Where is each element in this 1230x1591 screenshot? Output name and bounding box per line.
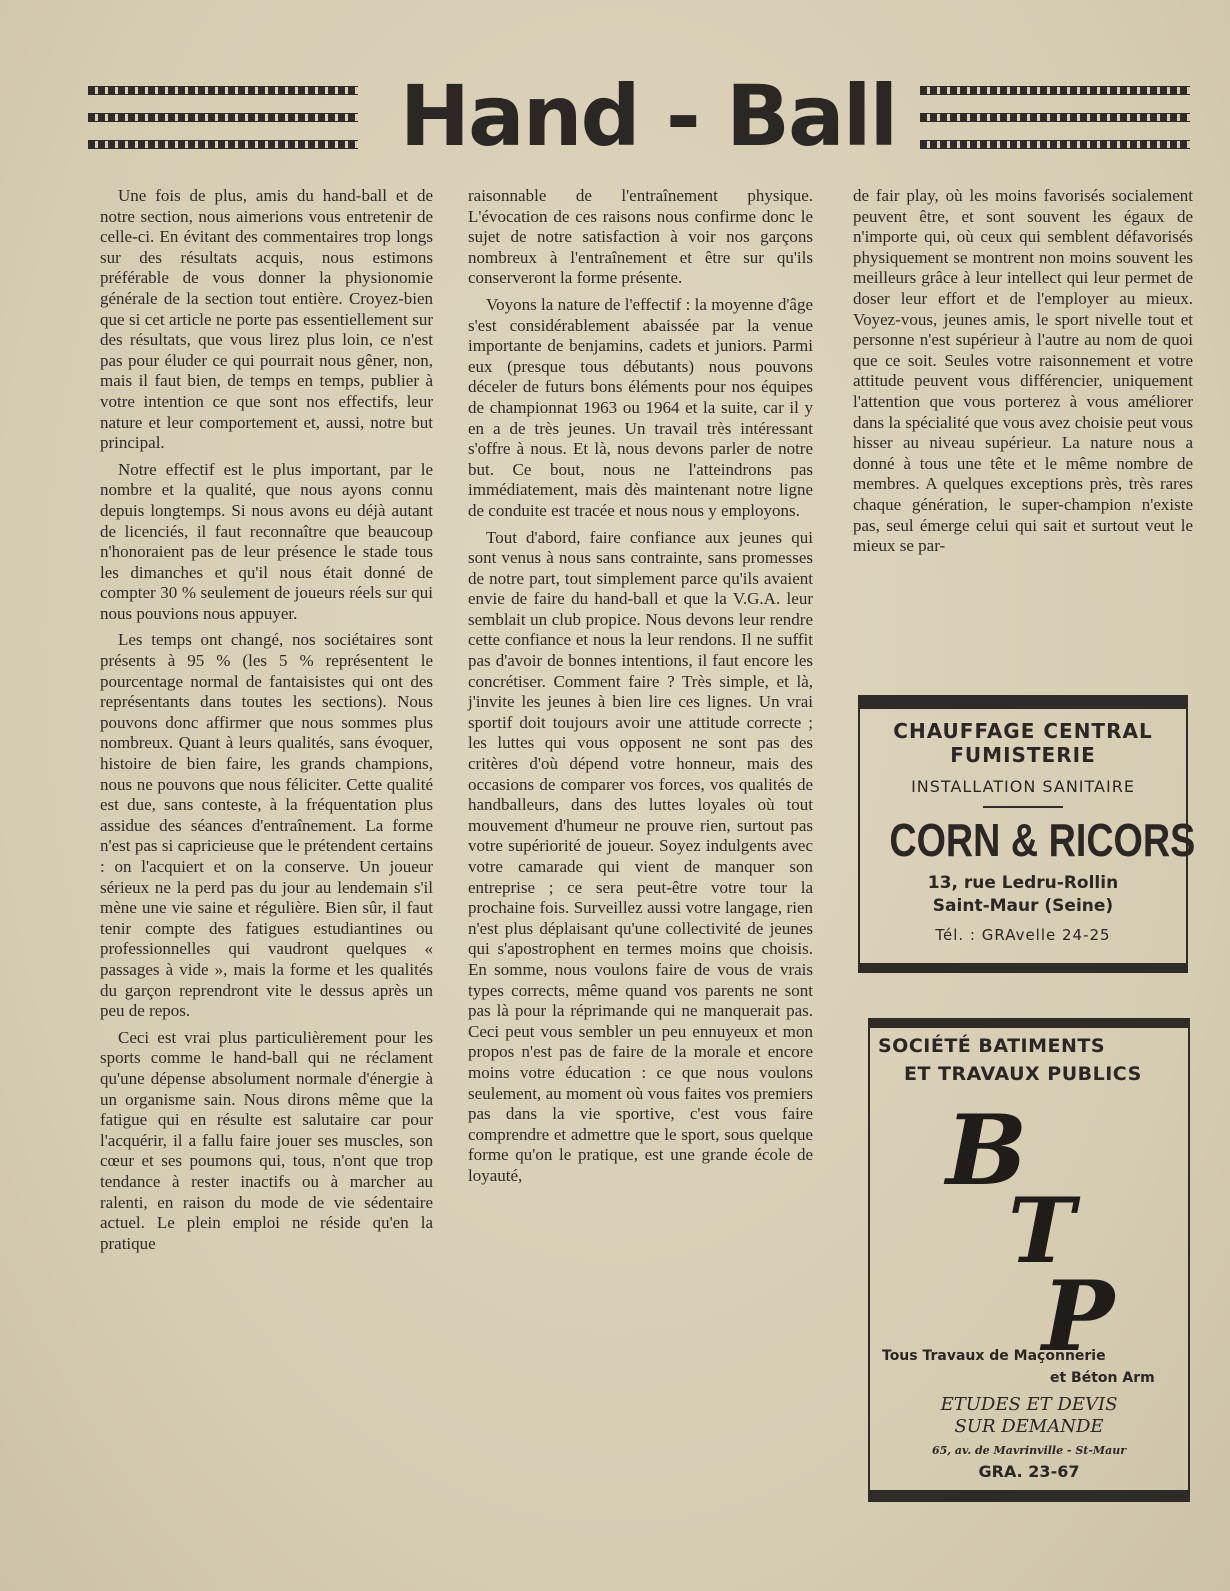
ad-services: et Béton Arm	[1050, 1370, 1155, 1386]
paragraph: Voyons la nature de l'effectif : la moyenne d'âge s'est considérablement abaissée par la venue importante de benjamins, cadets et juniors. Parmi eux (presque tous débutants) nous pouvons déceler de futurs bons éléments pour nos équipes de championnat 1963 ou 1964 et la suite, car il y en a de très jeunes. Un travail très intéressant s'offre à nous. Et là, nous devons parler de notre but. Ce bout, nous ne l'atteindrons pas immédiatement, mais dès maintenant notre ligne de conduite est tracée et nous nous y employons.	[468, 294, 813, 520]
paragraph: Une fois de plus, amis du hand-ball et de notre section, nous aimerions vous entretenir de celle-ci. En évitant des commentaires trop longs sur des résultats acquis, nous estimons préférable de vous donner la physionomie générale de la section tout entière. Croyez-bien que si cet article ne porte pas essentiellement sur des résultats, que vous lirez plus loin, ce n'est pas pour éluder ce qui pourrait nous gêner, non, mais il faut bien, de temps en temps, publier à votre intention ce que sont nos effectifs, leur nature et leur comportement et, aussi, notre but principal.	[100, 186, 433, 453]
paragraph: Tout d'abord, faire confiance aux jeunes qui sont venus à nous sans contrainte, sans promesses de notre part, tout simplement parce qu'ils avaient envie de faire du hand-ball et que la V.G.A. leur semblait un club propice. Nous devons leur rendre cette confiance et nous la leur rendons. Il ne suffit pas d'avoir de bonnes intentions, il faut encore les concrétiser. Comment faire ? Très simple, et là, j'invite les jeunes à bien lire ces lignes. Un vrai sportif doit toujours avoir une attitude correcte ; les luttes qui vous opposent ne sont pas des critères d'où dépend votre honneur, mais des occasions de comparer vos forces, vos qualités de handballeurs, dans des luttes loyales où tout mouvement d'humeur ne prouve rien, surtout pas votre supériorité de joueur. Soyez indulgents avec votre camarade qui vient de manquer son entreprise ; ce sera peut-être votre tour la prochaine fois. Surveillez aussi votre langage, rien n'est plus déplaisant qu'une collectivité de jeunes qui s'apostrophent en termes moins que choisis. En somme, nous voulons faire de vous de vrais types corrects, même quand vos parents ne sont pas là pour la réprimande qui ne manquerait pas. Ceci peut vous sembler un peu ennuyeux et mon propos n'est pas de faire de la morale et encore moins votre éducation : ce que nous voulons seulement, au moment où vous faites vos premiers pas dans la vie sportive, c'est vous faire comprendre et admettre que le sport, sous quelque forme qu'on le pratique, est une grande école de loyauté,	[468, 527, 813, 1185]
ad-quotes-line: SUR DEMANDE	[954, 1416, 1104, 1437]
advertisement-corn-ricors	[858, 695, 1196, 973]
article-header	[88, 67, 1193, 165]
ad-company-name: CORN & RICORS	[889, 814, 1196, 866]
ad-services: Tous Travaux de Maçonnerie	[882, 1348, 1106, 1364]
decorative-rules-right	[920, 86, 1190, 167]
ad-city: Saint-Maur (Seine)	[932, 896, 1114, 916]
article-column-2	[468, 186, 813, 1193]
paragraph: Les temps ont changé, nos sociétaires sont présents à 95 % (les 5 % représentent le pourcentage normal de fantaisistes qui ont des représentants dans toutes les sections). Nous pouvons donc affirmer que nous sommes plus nombreux. Quant à leurs qualités, sans évoquer, histoire de bien faire, les grands champions, nous ne pouvons que nous féliciter. Cette qualité est due, sans conteste, à la fréquentation plus assidue des séances d'entraînement. La forme n'est pas si capricieuse que le prétendent certains : on l'acquiert et on la conserve. Un joueur sérieux ne la perd pas du jour au lendemain s'il mène une vie saine et régulière. Bien sûr, il faut tenir compte des fatigues estudiantines ou professionnelles qui vaudront quelques « passages à vide », mais la forme et les qualités du garçon reprendront vite le dessus après un peu de repos.	[100, 630, 433, 1021]
divider	[983, 806, 1063, 808]
logo-letter-p: P	[1042, 1260, 1115, 1373]
ad-heading: FUMISTERIE	[950, 743, 1096, 767]
paragraph: Ceci est vrai plus particulièrement pour les sports comme le hand-ball qui ne réclament qu'une dépense absolument normale d'énergie à un organisme sain. Nous dirons même que la fatigue qui en résulte est salutaire car pour l'acquérir, il a fallu faire jouer ses muscles, son cœur et ses poumons qui, tous, n'ont que trop tendance à rester inactifs ou à marcher au ralenti, en raison du mode de vie sédentaire actuel. Le plein emploi ne réside qu'en la pratique	[100, 1027, 433, 1253]
ad-heading: SOCIÉTÉ BATIMENTS	[878, 1035, 1106, 1057]
ad-address: 65, av. de Mavrinville - St-Maur	[931, 1444, 1127, 1457]
article-column-3	[853, 186, 1193, 563]
logo-letter-b: B	[946, 1094, 1028, 1207]
ad-subheading: INSTALLATION SANITAIRE	[911, 777, 1135, 796]
paragraph: raisonnable de l'entraînement physique. L'évocation de ces raisons nous confirme donc le sujet de notre satisfaction à voir nos garçons nombreux à l'entraînement et être sur qu'ils conserveront la forme présente.	[468, 186, 813, 288]
ad-address: 13, rue Ledru-Rollin	[927, 873, 1119, 893]
ad-phone: GRA. 23-67	[978, 1462, 1080, 1481]
paragraph: de fair play, où les moins favorisés socialement peuvent être, et sont souvent les égaux de n'importe qui, où ceux qui semblent défavorisés physiquement se montrent non moins souvent les meilleurs grâce à leur intellect qui leur permet de doser leur effort et de l'employer au mieux. Voyez-vous, jeunes amis, le sport nivelle tout et personne n'est supérieur à l'autre au nom de quoi que ce soit. Seules votre raisonnement et votre attitude peuvent vous différencier, uniquement l'attention que vous porterez à vous améliorer dans la spécialité que vous avez choisie peut vous hisser au niveau supérieur. La nature nous a donné à tous une tête et le même nombre de membres. A quelques exceptions près, très rares chaque génération, le super-champion n'existe pas, seul émerge celui qui sait et surtout veut le mieux se par-	[853, 186, 1193, 556]
ad-heading: ET TRAVAUX PUBLICS	[904, 1063, 1142, 1085]
headline: Hand - Ball	[399, 67, 897, 165]
ad-quotes	[870, 1394, 1188, 1438]
article-column-1	[100, 186, 433, 1260]
advertisement-btp	[868, 1018, 1190, 1502]
ad-heading: CHAUFFAGE CENTRAL	[893, 719, 1153, 743]
decorative-rules-left	[88, 86, 358, 167]
ad-phone: Tél. : GRAvelle 24-25	[935, 926, 1111, 944]
logo-letter-t: T	[1008, 1178, 1075, 1284]
paragraph: Notre effectif est le plus important, par le nombre et la qualité, que nous ayons connu depuis longtemps. Si nous avons eu déjà autant de licenciés, il faut reconnaître que beaucoup n'honoraient pas de leur présence le stade tous les dimanches et qu'il nous était donné de compter 30 % seulement de joueurs réels sur qui nous pouvions nous appuyer.	[100, 459, 433, 623]
ad-quotes-line: ETUDES ET DEVIS	[940, 1394, 1118, 1415]
